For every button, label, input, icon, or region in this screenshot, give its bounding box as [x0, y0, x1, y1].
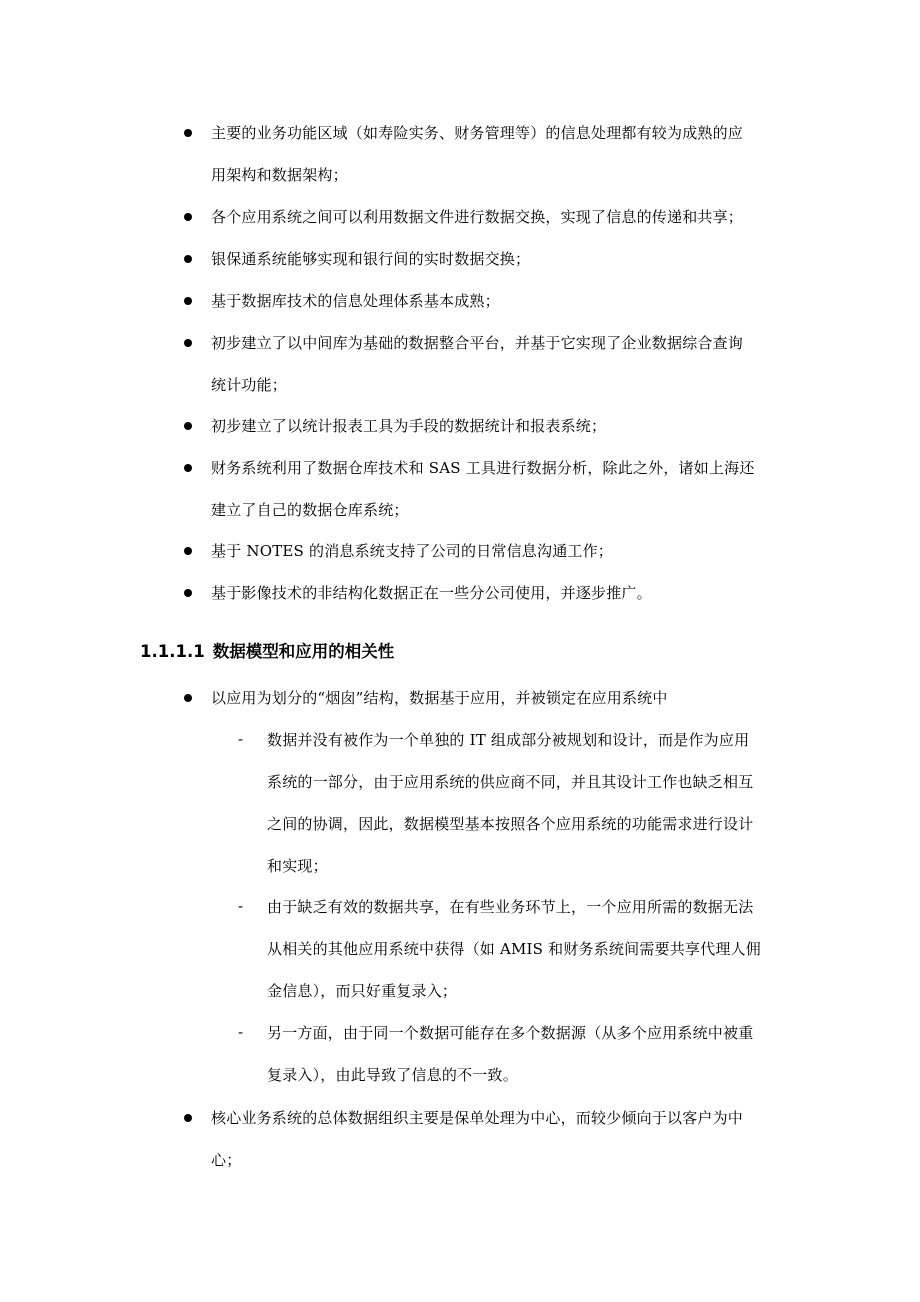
- bullet-icon: [184, 589, 192, 597]
- sub-list-item-text: 复录入），由此导致了信息的不一致。: [267, 1066, 518, 1084]
- list-item-text: 基于 NOTES 的消息系统支持了公司的日常信息沟通工作；: [211, 542, 613, 560]
- list-item-text: 银保通系统能够实现和银行间的实时数据交换；: [211, 250, 531, 268]
- dash-marker: -: [238, 897, 244, 915]
- bullet-icon: [184, 1114, 192, 1122]
- sub-list-item-text: 从相关的其他应用系统中获得（如 AMIS 和财务系统间需要共享代理人佣: [267, 940, 761, 958]
- section-number: 1.1.1.1: [140, 642, 205, 661]
- bullet-icon: [184, 129, 192, 137]
- bullet-icon: [184, 213, 192, 221]
- dash-marker: -: [238, 730, 244, 748]
- sub-list-item-text: 和实现；: [267, 857, 328, 875]
- list-item-text: 核心业务系统的总体数据组织主要是保单处理为中心，而较少倾向于以客户为中: [211, 1109, 744, 1127]
- list-item-text: 基于影像技术的非结构化数据正在一些分公司使用，并逐步推广。: [211, 584, 652, 602]
- list-item-text: 用架构和数据架构；: [211, 166, 348, 184]
- list-item-text: 财务系统利用了数据仓库技术和 SAS 工具进行数据分析，除此之外，诸如上海还: [211, 459, 755, 477]
- section-title: 数据模型和应用的相关性: [212, 642, 395, 661]
- bullet-icon: [184, 339, 192, 347]
- bullet-icon: [184, 694, 192, 702]
- list-item-text: 统计功能；: [211, 376, 288, 394]
- bullet-icon: [184, 547, 192, 555]
- sub-list-item-text: 金信息），而只好重复录入；: [267, 982, 458, 1000]
- list-item-text: 初步建立了以中间库为基础的数据整合平台，并基于它实现了企业数据综合查询: [211, 334, 744, 352]
- list-item-text: 各个应用系统之间可以利用数据文件进行数据交换，实现了信息的传递和共享；: [211, 208, 744, 226]
- bullet-icon: [184, 422, 192, 430]
- list-item-text: 初步建立了以统计报表工具为手段的数据统计和报表系统；: [211, 417, 607, 435]
- list-item-text: 主要的业务功能区域（如寿险实务、财务管理等）的信息处理都有较为成熟的应: [211, 124, 744, 142]
- sub-list-item-text: 数据并没有被作为一个单独的 IT 组成部分被规划和设计，而是作为应用: [267, 731, 750, 749]
- bullet-icon: [184, 464, 192, 472]
- list-item-text: 心；: [211, 1151, 242, 1169]
- list-item-text: 建立了自己的数据仓库系统；: [211, 501, 409, 519]
- dash-marker: -: [238, 1023, 244, 1041]
- bullet-icon: [184, 297, 192, 305]
- list-item-text: 基于数据库技术的信息处理体系基本成熟；: [211, 292, 500, 310]
- list-item-text: 以应用为划分的“烟囱”结构，数据基于应用，并被锁定在应用系统中: [211, 689, 668, 707]
- section-heading: [140, 638, 394, 666]
- sub-list-item-text: 由于缺乏有效的数据共享，在有些业务环节上，一个应用所需的数据无法: [267, 898, 754, 916]
- sub-list-item-text: 另一方面，由于同一个数据可能存在多个数据源（从多个应用系统中被重: [267, 1024, 754, 1042]
- bullet-icon: [184, 255, 192, 263]
- sub-list-item-text: 系统的一部分，由于应用系统的供应商不同，并且其设计工作也缺乏相互: [267, 773, 754, 791]
- sub-list-item-text: 之间的协调，因此，数据模型基本按照各个应用系统的功能需求进行设计: [267, 815, 754, 833]
